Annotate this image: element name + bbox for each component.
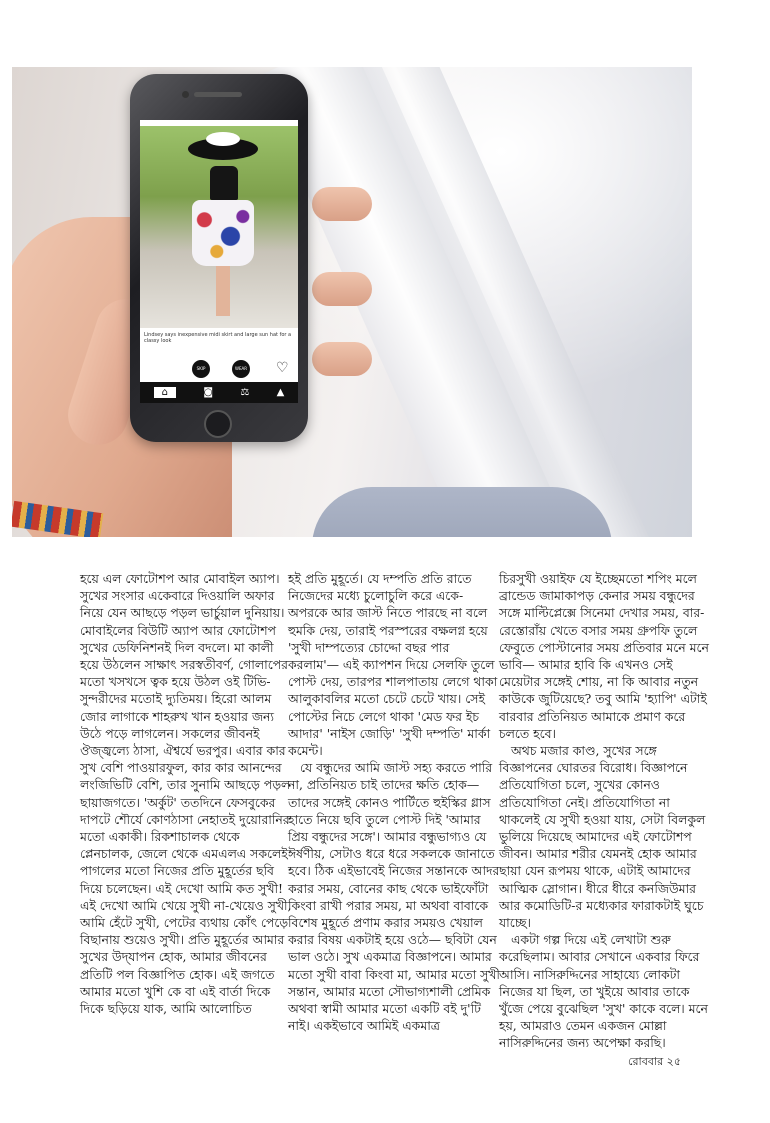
home-icon[interactable]: ⌂ (154, 387, 176, 398)
scale-icon[interactable]: ⚖ (240, 387, 250, 398)
paragraph: অথচ মজার কাণ্ড, সুখের সঙ্গে বিজ্ঞাপনের ঘোরতর বিরোধ। বিজ্ঞাপনে প্রতিযোগিতা চলে, সুখের কোনও প্রতিযোগিতা নেই। প্রতিযোগিতা না থাকলেই যে সুখী হওয়া যায়, সেটা বিলকুল ভুলিয়ে দিয়েছে আমাদের এই ফোটোশপ জীবন। আমার শরীর যেমনই হোক আমার ছায়া যেন রূপময় থাকে, এটাই আমাদের আত্মিক স্লোগান। ধীরে ধীরে কনজিউমার আর কমোডিটি-র মধ্যেকার ফারাকটাই ঘুচে যাচ্ছে। (499, 743, 706, 931)
wear-button[interactable]: WEAR (232, 360, 250, 378)
black-top (210, 166, 238, 200)
skip-button[interactable]: SKIP (192, 360, 210, 378)
legs (216, 266, 230, 316)
hat-crown (206, 132, 240, 146)
finger (312, 187, 372, 221)
home-button (204, 410, 232, 438)
paragraph: যে বন্ধুদের আমি জাস্ট সহ্য করতে পারি না, প্রতিনিয়ত চাই তাদের ক্ষতি হোক— তাদের সঙ্গেই কোনও পার্টিতে হুইস্কির গ্লাস হাতে নিয়ে ছবি তুলে পোস্ট দিই 'আমার প্রিয় বন্ধুদের সঙ্গে'। আমার বন্ধুভাগ্যও যে ঈর্ষণীয়, সেটাও ধরে ধরে সকলকে জানাতে হবে। ঠিক এইভাবেই নিজের সন্তানকে আদর করার সময়, বোনের কাছ থেকে ভাইফোঁটা কিংবা রাখী পরার সময়, মা অথবা বাবাকে বিশেষ মুহূর্তে প্রণাম করার সময়ও খেয়াল করার বিষয় একটাই হয়ে ওঠে— ছবিটা যেন ভাল ওঠে। সুখ একমাত্র বিজ্ঞাপনে। আমার মতো সুখী বাবা কিংবা মা, আমার মতো সুখী সন্তান, আমার মতো সৌভাগ্যশালী প্রেমিক অথবা স্বামী আমার মতো একটি বই দু'টি নাই। একইভাবে আমিই একমাত্র (288, 760, 500, 1034)
hero-photo (12, 67, 692, 537)
paragraph: হয়ে এল ফোটোশপ আর মোবাইল অ্যাপ। সুখের সংসার একেবারে দিওয়ালি অফার নিয়ে যেন আছড়ে পড়ল ভার্চুয়াল দুনিয়ায়। মোবাইলের বিউটি অ্যাপ আর ফোটোশপ সুখের ডেফিনিশনই দিল বদলে। মা কালী হয়ে উঠলেন সাক্ষাৎ সরস্বতীবর্ণ, গোলাপের মতো খসখসে ত্বক হয়ে উঠল ওই টিভি-সুন্দরীদের মতোই দ্যুতিময়। হিরো আলম জোর লাগাকে শাহরুখ খান হওয়ার জন্য উঠে পড়ে লাগলেন। সকলের জীবনই ঔজ্জ্বল্যে ঠাসা, ঐশ্বর্যে ভরপুর। এবার কার সুখ বেশি পাওয়ারফুল, কার কার আনন্দের লংজিভিটি বেশি, তার সুনামি আছড়ে পড়ল ছায়াজগতে। 'অর্কুট' ততদিনে ফেসবুকের দাপটে শৌর্যে কোণঠাসা নেহাতই দুয়োরানির মতো একাকী। রিকশাচালক থেকে প্লেনচালক, জেলে থেকে এমএলএ সকলেই পাগলের মতো নিজের প্রতি মুহূর্তের ছবি দিয়ে চলেছেন। এই দেখো আমি কত সুখী! এই দেখো আমি খেয়ে সুখী না-খেয়েও সুখী, আমি হেঁটে সুখী, পেটের ব্যথায় কোঁৎ পেড়ে বিছানায় শুয়েও সুখী। প্রতি মুহূর্তের আমার সুখের উদ্‌যাপন হোক, আমার জীবনের প্রতিটি পল বিজ্ঞাপিত হোক। এই জগতে আমার মতো খুশি কে বা এই বার্তা দিকে দিকে ছড়িয়ে যাক, আমি আলোচিত (80, 571, 292, 1017)
profile-icon[interactable]: ▲ (276, 387, 285, 398)
heart-icon[interactable]: ♡ (276, 360, 289, 376)
page-footer: রোববার ২৫ (628, 1055, 681, 1068)
jeans (312, 487, 612, 537)
speaker-grille (194, 92, 242, 97)
smartphone (130, 74, 308, 442)
app-actions (140, 358, 298, 380)
phone-screen (140, 120, 298, 403)
front-camera (182, 91, 189, 98)
finger (312, 342, 372, 376)
paragraph: হই প্রতি মুহূর্তে। যে দম্পতি প্রতি রাতে নিজেদের মধ্যে চুলোচুলি করে একে-অপরকে আর জাস্ট নিতে পারছে না বলে হুমকি দেয়, তারাই পরস্পরের বক্ষলগ্ন হয়ে 'সুখী দাম্পত্যের চোদ্দো বছর পার করলাম'— এই ক্যাপশন দিয়ে সেলফি তুলে পোস্ট দেয়, তারপর শালপাতায় লেগে থাকা আলুকাবলির মতো চেটে চেটে খায়। সেই পোস্টের নিচে লেগে থাকা 'মেড ফর ইচ আদার' 'নাইস জোড়ি' 'সুখী দম্পতি' মার্কা কমেন্ট। (288, 571, 498, 759)
text-column-2 (288, 570, 500, 1034)
paragraph: একটা গল্প দিয়ে এই লেখাটা শুরু করেছিলাম। আবার সেখানে একবার ফিরে আসি। নাসিরুদ্দিনের সাহায্যে লোকটা নিজের যা ছিল, তা খুইয়ে আবার তাকে খুঁজে পেয়ে বুঝেছিল 'সুখ' কাকে বলে। মনে হয়, আমরাও তেমন একজন মোল্লা নাসিরুদ্দিনের জন্য অপেক্ষা করছি। (499, 932, 708, 1051)
fashion-photo (140, 126, 298, 328)
text-column-3 (499, 570, 711, 1052)
text-column-1 (80, 570, 292, 1017)
camera-icon[interactable]: ◙ (203, 387, 214, 398)
floral-skirt (192, 200, 254, 266)
app-tab-bar (140, 382, 298, 403)
finger (312, 272, 372, 306)
paragraph: চিরসুখী ওয়াইফ যে ইচ্ছেমতো শপিং মলে ব্রান্ডেড জামাকাপড় কেনার সময় বন্ধুদের সঙ্গে মাল্টিপ্লেক্সে সিনেমা দেখার সময়, বার-রেস্তোরাঁয় খেতে বসার সময় গ্রুপফি তুলে ফেবুতে পোস্টানোর সময় প্রতিবার মনে মনে ভাবি— আমার হাবি কি এখনও সেই মেয়েটার সঙ্গেই শোয়, না কি আবার নতুন কাউকে জুটিয়েছে? তবু আমি 'হ্যাপি' এটাই বারবার প্রতিনিয়ত আমাকে প্রমাণ করে চলতে হবে। (499, 571, 709, 741)
app-caption: Lindsey says inexpensive midi skirt and large sun hat for a classy look (144, 332, 292, 344)
